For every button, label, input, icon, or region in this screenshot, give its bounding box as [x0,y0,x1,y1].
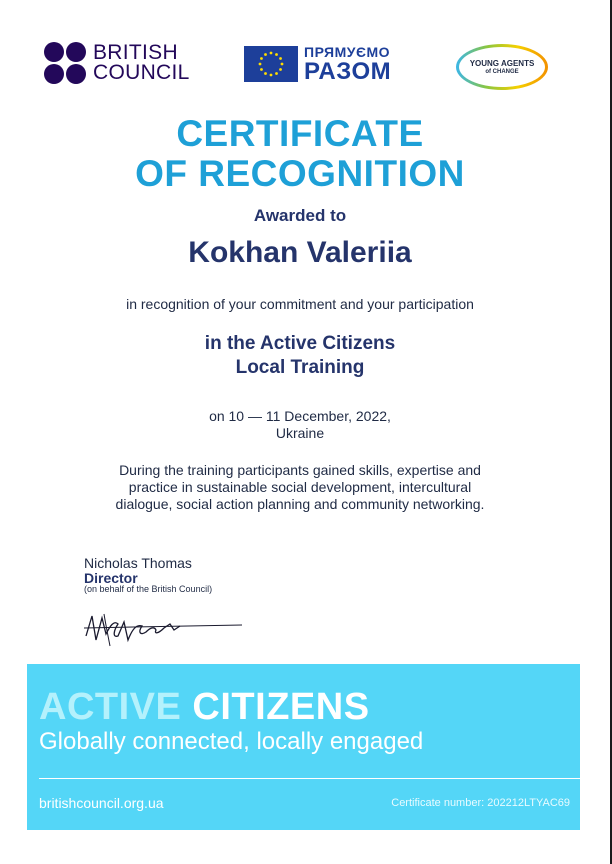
eu-star-icon [281,63,284,66]
recipient-name: Kokhan Valeriia [188,236,412,269]
eu-star-icon [270,74,273,77]
description-line2: practice in sustainable social development, intercultural [128,479,472,495]
certificate-title-line2: OF RECOGNITION [135,153,465,194]
eu-star-icon [260,57,263,60]
eu-star-icon [275,72,278,75]
signatory-note: (on behalf of the British Council) [84,584,213,594]
recognition-text: in recognition of your commitment and your participation [126,296,474,312]
banner-title: ACTIVE CITIZENS [39,686,370,728]
awarded-to-label: Awarded to [253,206,347,225]
eu-star-icon [279,57,282,60]
eu-flag-icon [244,46,298,82]
website-link[interactable]: britishcouncil.org.ua [39,795,164,811]
eu-star-icon [270,52,273,55]
pryamuiemo-razom-logo [244,44,414,84]
british-council-dots-icon [44,42,86,84]
certificate-number: Certificate number: 202212LTYAC69 [391,797,570,809]
description-line1: During the training participants gained skills, expertise and [119,462,481,478]
british-council-logo [44,40,204,86]
event-name-line1: in the Active Citizens [204,333,396,354]
eu-star-icon [275,53,278,56]
description-line3: dialogue, social action planning and community networking. [115,496,485,512]
banner-divider [39,778,580,779]
eu-star-icon [264,72,267,75]
banner-tagline: Globally connected, locally engaged [39,728,424,755]
handwritten-signature [84,606,244,648]
young-agents-of-change-logo: YOUNG AGENTS of CHANGE [456,44,548,90]
signatory-role: Director [84,570,138,586]
event-location: Ukraine [275,425,325,441]
eu-star-icon [264,53,267,56]
certificate-title-line1: CERTIFICATE [176,113,424,154]
british-council-wordmark: BRITISH COUNCIL [93,41,190,84]
event-date: on 10 — 11 December, 2022, [209,408,391,424]
eu-star-icon [260,68,263,71]
eu-star-icon [279,68,282,71]
eu-star-icon [259,63,262,66]
active-citizens-banner [27,664,580,830]
signatory-name: Nicholas Thomas [84,555,192,571]
pryamuiemo-razom-wordmark: ПРЯМУЄМО РАЗОМ [304,43,392,85]
event-name-line2: Local Training [235,357,365,378]
